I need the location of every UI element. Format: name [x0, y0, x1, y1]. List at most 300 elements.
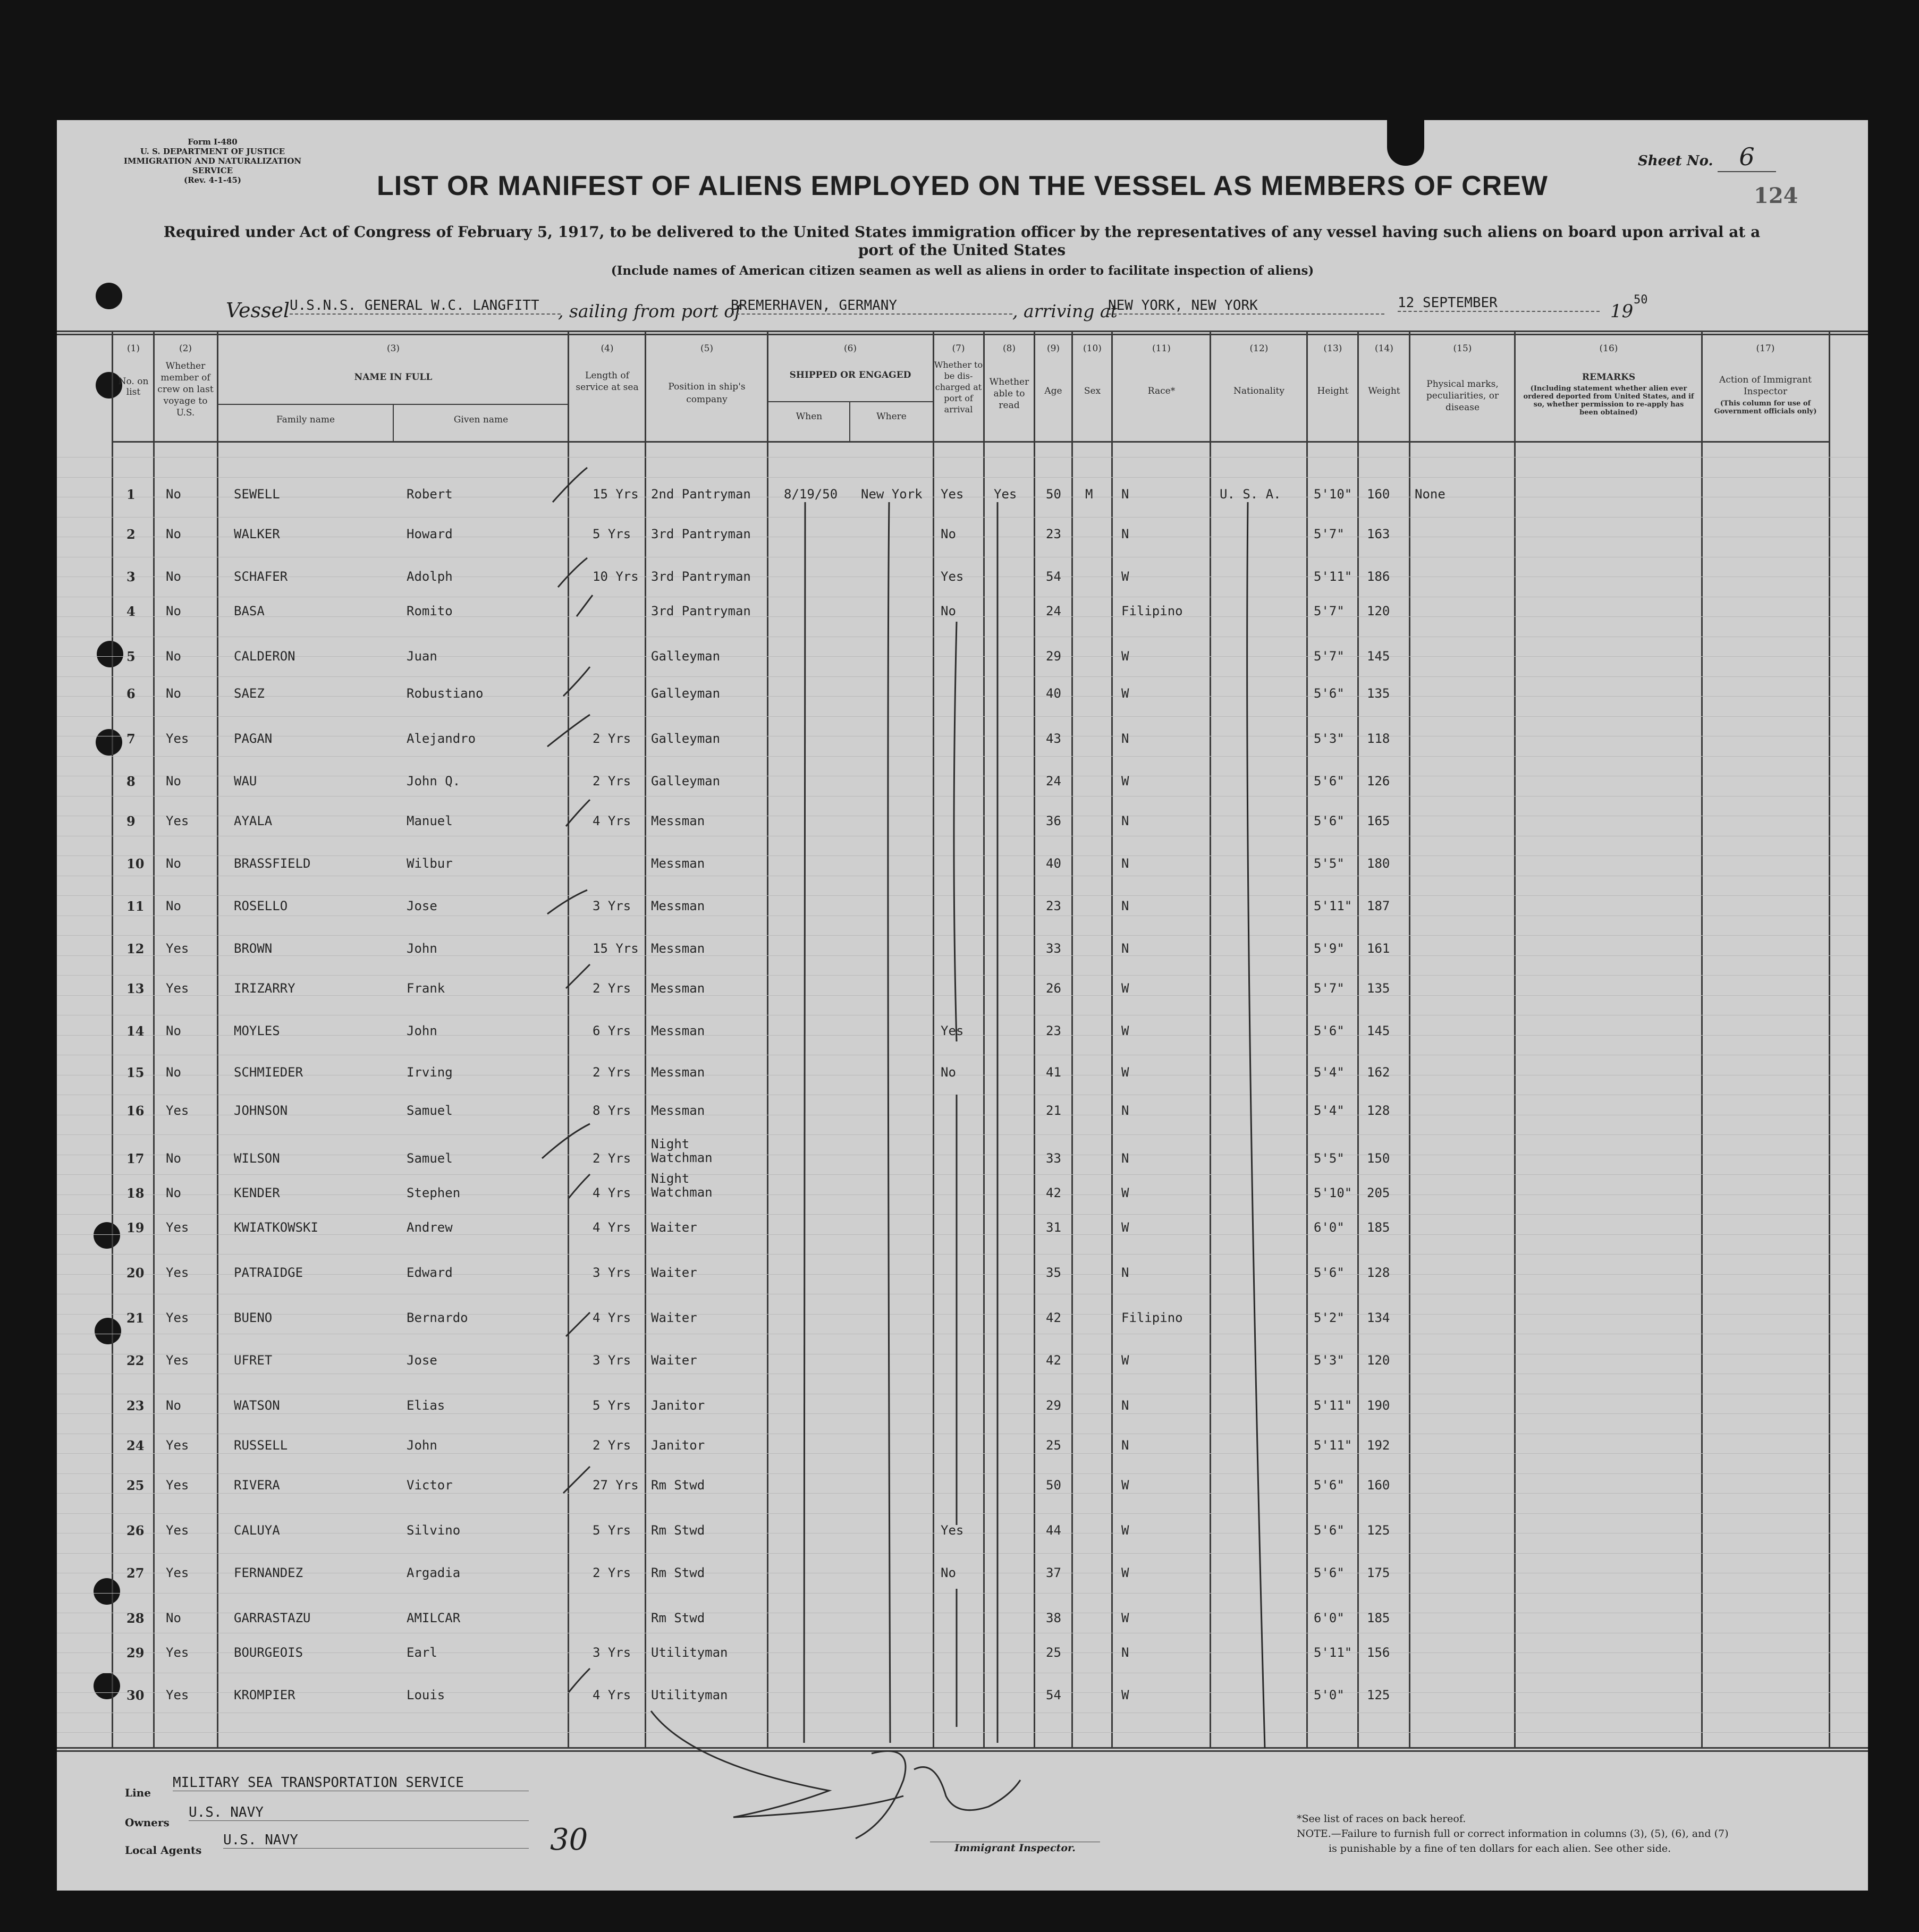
race: N: [1121, 1151, 1129, 1166]
given-name: Howard: [407, 527, 453, 541]
height: 5'3": [1314, 1353, 1345, 1368]
discharged: No: [941, 604, 956, 618]
family-name: SAEZ: [234, 686, 265, 701]
height: 5'11": [1314, 1438, 1352, 1453]
crew-status: No: [166, 487, 181, 502]
age: 36: [1046, 814, 1061, 828]
header-list-number: No. on list: [118, 376, 149, 397]
column-number: (8): [1002, 343, 1016, 354]
age: 44: [1046, 1523, 1061, 1538]
position: Messman: [651, 899, 705, 913]
column-number: (7): [952, 343, 965, 354]
age: 24: [1046, 774, 1061, 789]
race: N: [1121, 1265, 1129, 1280]
header-weight: Weight: [1368, 386, 1400, 396]
race: W: [1121, 649, 1129, 664]
weight: 120: [1367, 1353, 1390, 1368]
height: 5'6": [1314, 1023, 1345, 1038]
age: 54: [1046, 569, 1061, 584]
family-name: IRIZARRY: [234, 981, 295, 996]
race: N: [1121, 814, 1129, 828]
age: 26: [1046, 981, 1061, 996]
age: 25: [1046, 1645, 1061, 1660]
age: 24: [1046, 604, 1061, 618]
header-given-name: Given name: [453, 414, 509, 425]
height: 6'0": [1314, 1220, 1345, 1235]
crew-status: No: [166, 899, 181, 913]
row-number: 5: [126, 649, 136, 664]
race: N: [1121, 899, 1129, 913]
crew-status: No: [166, 686, 181, 701]
ditto-line: [954, 622, 957, 1041]
weight: 160: [1367, 487, 1390, 502]
given-name: Andrew: [407, 1220, 453, 1235]
service-length: 2 Yrs: [593, 981, 631, 996]
given-name: Victor: [407, 1478, 453, 1493]
service-length: 8 Yrs: [593, 1103, 631, 1118]
age: 50: [1046, 1478, 1061, 1493]
family-name: RIVERA: [234, 1478, 280, 1493]
height: 5'7": [1314, 981, 1345, 996]
family-name: WILSON: [234, 1151, 280, 1166]
crew-status: No: [166, 569, 181, 584]
service-length: 15 Yrs: [593, 487, 639, 502]
vessel-label: Vessel: [226, 299, 290, 322]
check-mark: [563, 1467, 590, 1493]
weight: 190: [1367, 1398, 1390, 1413]
race: W: [1121, 1185, 1129, 1200]
age: 42: [1046, 1310, 1061, 1325]
age: 38: [1046, 1611, 1061, 1625]
family-name: BROWN: [234, 941, 273, 956]
age: 29: [1046, 1398, 1061, 1413]
weight: 145: [1367, 649, 1390, 664]
header-inspector-action: Action of Immigrant Inspector: [1719, 375, 1812, 397]
service-length: 4 Yrs: [593, 814, 631, 828]
position: Messman: [651, 981, 705, 996]
family-name: BRASSFIELD: [234, 856, 311, 871]
row-number: 16: [126, 1103, 145, 1118]
given-name: Elias: [407, 1398, 445, 1413]
height: 5'6": [1314, 1478, 1345, 1493]
row-number: 26: [126, 1523, 145, 1538]
shipped-place: New York: [861, 487, 923, 502]
check-mark: [553, 468, 587, 502]
weight: 120: [1367, 604, 1390, 618]
column-number: (6): [843, 343, 857, 354]
inspector-label: Immigrant Inspector.: [930, 1842, 1100, 1854]
revision-date: (Rev. 4-1-45): [183, 175, 242, 185]
subtitle-line: port of the United States: [858, 241, 1066, 259]
height: 5'9": [1314, 941, 1345, 956]
row-number: 2: [126, 527, 136, 542]
height: 5'6": [1314, 774, 1345, 789]
crew-status: No: [166, 1611, 181, 1625]
position: Waiter: [651, 1310, 697, 1325]
weight: 128: [1367, 1265, 1390, 1280]
row-number: 24: [126, 1438, 145, 1453]
subtitle-line: Required under Act of Congress of February 5, 1917, to be delivered to the United States immigration officer by the representatives of any vessel having such aliens on board upon arrival at a: [163, 223, 1761, 241]
given-name: Robert: [407, 487, 453, 502]
crew-status: Yes: [166, 941, 189, 956]
family-name: CALDERON: [234, 649, 295, 664]
crew-status: No: [166, 649, 181, 664]
age: 41: [1046, 1065, 1061, 1080]
height: 5'5": [1314, 1151, 1345, 1166]
column-number: (3): [386, 343, 400, 354]
family-name: KROMPIER: [234, 1688, 295, 1702]
given-name: Jose: [407, 1353, 437, 1368]
shipped-date: 8/19/50: [784, 487, 838, 502]
position: Messman: [651, 1065, 705, 1080]
service-length: 3 Yrs: [593, 899, 631, 913]
age: 42: [1046, 1353, 1061, 1368]
given-name: Romito: [407, 604, 453, 618]
crew-status: Yes: [166, 814, 189, 828]
position: Waiter: [651, 1220, 697, 1235]
race: W: [1121, 569, 1129, 584]
weight: 180: [1367, 856, 1390, 871]
weight: 165: [1367, 814, 1390, 828]
column-number: (2): [179, 343, 192, 354]
agents-label: Local Agents: [125, 1844, 202, 1857]
height: 5'6": [1314, 1523, 1345, 1538]
header-crew-last-voyage: Whether member of crew on last voyage to U.S.: [157, 361, 214, 418]
sex: M: [1085, 487, 1093, 502]
race: W: [1121, 1023, 1129, 1038]
height: 5'0": [1314, 1688, 1345, 1702]
given-name: John: [407, 1438, 437, 1453]
crew-status: Yes: [166, 1688, 189, 1702]
given-name: Samuel: [407, 1151, 453, 1166]
race: N: [1121, 731, 1129, 746]
service-length: 3 Yrs: [593, 1265, 631, 1280]
weight: 150: [1367, 1151, 1390, 1166]
weight: 175: [1367, 1565, 1390, 1580]
row-number: 10: [126, 856, 145, 871]
position: 3rd Pantryman: [651, 527, 751, 541]
year-suffix: 50: [1634, 293, 1648, 307]
position: Galleyman: [651, 774, 721, 789]
family-name: ROSELLO: [234, 899, 288, 913]
service-length: 5 Yrs: [593, 527, 631, 541]
position: Utilityman: [651, 1645, 728, 1660]
height: 5'6": [1314, 1265, 1345, 1280]
weight: 134: [1367, 1310, 1390, 1325]
given-name: Irving: [407, 1065, 453, 1080]
service-length: 5 Yrs: [593, 1523, 631, 1538]
discharged: Yes: [941, 487, 964, 502]
race: W: [1121, 1565, 1129, 1580]
crew-status: Yes: [166, 1565, 189, 1580]
family-name: BASA: [234, 604, 265, 618]
sailing-label: , sailing from port of: [558, 301, 741, 321]
check-mark: [569, 1174, 590, 1198]
crew-status: Yes: [166, 1310, 189, 1325]
position: Messman: [651, 856, 705, 871]
race: N: [1121, 941, 1129, 956]
service-length: 3 Yrs: [593, 1353, 631, 1368]
header-position: Position in ship's company: [668, 382, 746, 405]
given-name: Argadia: [407, 1565, 461, 1580]
height: 5'3": [1314, 731, 1345, 746]
weight: 125: [1367, 1523, 1390, 1538]
check-mark: [558, 558, 587, 587]
row-number: 23: [126, 1398, 145, 1413]
position: Night Watchman: [651, 1137, 713, 1165]
crew-status: Yes: [166, 1438, 189, 1453]
row-number: 11: [126, 899, 145, 914]
sheet-label: Sheet No.: [1638, 153, 1713, 169]
service-length: 2 Yrs: [593, 774, 631, 789]
header-race: Race*: [1147, 386, 1176, 396]
race: Filipino: [1121, 604, 1183, 618]
owners-value: U.S. NAVY: [189, 1804, 529, 1821]
family-name: CALUYA: [234, 1523, 280, 1538]
weight: 135: [1367, 686, 1390, 701]
height: 5'5": [1314, 856, 1345, 871]
age: 42: [1046, 1185, 1061, 1200]
given-name: Earl: [407, 1645, 437, 1660]
row-number: 1: [126, 487, 136, 502]
row-number: 4: [126, 604, 136, 619]
family-name: GARRASTAZU: [234, 1611, 311, 1625]
given-name: John: [407, 1023, 437, 1038]
position: Messman: [651, 1023, 705, 1038]
given-name: Stephen: [407, 1185, 461, 1200]
row-number: 19: [126, 1220, 145, 1235]
column-number: (9): [1046, 343, 1060, 354]
row-number: 30: [126, 1688, 145, 1703]
age: 29: [1046, 649, 1061, 664]
position: Galleyman: [651, 686, 721, 701]
row-number: 17: [126, 1151, 145, 1166]
race: N: [1121, 487, 1129, 502]
header-length-of-service: Length of service at sea: [576, 370, 639, 393]
column-number: (10): [1083, 343, 1102, 354]
race: W: [1121, 1688, 1129, 1702]
given-name: Silvino: [407, 1523, 461, 1538]
arriving-label: , arriving at: [1012, 301, 1118, 321]
weight: 125: [1367, 1688, 1390, 1702]
given-name: Frank: [407, 981, 445, 996]
position: Utilityman: [651, 1688, 728, 1702]
age: 23: [1046, 1023, 1061, 1038]
position: Messman: [651, 1103, 705, 1118]
header-discharged: Whether to be dis-charged at port of arrival: [934, 360, 983, 414]
height: 5'7": [1314, 649, 1345, 664]
check-mark: [577, 595, 593, 616]
position: Janitor: [651, 1438, 705, 1453]
height: 5'11": [1314, 899, 1352, 913]
crew-status: Yes: [166, 1103, 189, 1118]
service-length: 15 Yrs: [593, 941, 639, 956]
family-name: JOHNSON: [234, 1103, 288, 1118]
service-length: 6 Yrs: [593, 1023, 631, 1038]
family-name: WALKER: [234, 527, 280, 541]
row-number: 22: [126, 1353, 145, 1368]
row-number: 20: [126, 1265, 145, 1281]
crew-status: No: [166, 1065, 181, 1080]
physical-marks: None: [1415, 487, 1445, 502]
row-number: 21: [126, 1310, 145, 1326]
service-name: IMMIGRATION AND NATURALIZATION SERVICE: [123, 156, 302, 175]
service-length: 4 Yrs: [593, 1185, 631, 1200]
given-name: John: [407, 941, 437, 956]
given-name: AMILCAR: [407, 1611, 461, 1625]
position: Galleyman: [651, 731, 721, 746]
column-number: (17): [1756, 343, 1775, 354]
race: N: [1121, 1398, 1129, 1413]
family-name: SCHMIEDER: [234, 1065, 303, 1080]
given-name: Juan: [407, 649, 437, 664]
discharged: No: [941, 527, 956, 541]
crew-status: Yes: [166, 1523, 189, 1538]
crew-status: No: [166, 1185, 181, 1200]
age: 23: [1046, 527, 1061, 541]
family-name: SEWELL: [234, 487, 280, 502]
row-number: 6: [126, 686, 136, 701]
age: 21: [1046, 1103, 1061, 1118]
column-number: (11): [1152, 343, 1171, 354]
given-name: John Q.: [407, 774, 461, 789]
position: Galleyman: [651, 649, 721, 664]
family-name: FERNANDEZ: [234, 1565, 303, 1580]
row-number: 12: [126, 941, 145, 956]
crew-status: No: [166, 1398, 181, 1413]
penalty-note: NOTE.—Failure to furnish full or correct information in columns (3), (5), (6), and (7): [1297, 1828, 1729, 1840]
header-sex: Sex: [1084, 386, 1101, 396]
crew-status: No: [166, 1151, 181, 1166]
given-name: Bernardo: [407, 1310, 468, 1325]
weight: 161: [1367, 941, 1390, 956]
check-mark: [566, 964, 590, 988]
position: 3rd Pantryman: [651, 604, 751, 618]
column-number: (13): [1323, 343, 1342, 354]
row-number: 15: [126, 1065, 145, 1080]
column-number: (14): [1375, 343, 1393, 354]
shipping-line: MILITARY SEA TRANSPORTATION SERVICE: [173, 1775, 529, 1791]
service-length: 2 Yrs: [593, 1151, 631, 1166]
penalty-note-cont: is punishable by a fine of ten dollars for each alien. See other side.: [1329, 1843, 1671, 1854]
crew-status: No: [166, 1023, 181, 1038]
race: W: [1121, 1353, 1129, 1368]
column-number: (1): [126, 343, 140, 354]
height: 5'7": [1314, 604, 1345, 618]
page-title: LIST OR MANIFEST OF ALIENS EMPLOYED ON THE VESSEL AS MEMBERS OF CREW: [377, 171, 1548, 201]
discharged: No: [941, 1565, 956, 1580]
age: 50: [1046, 487, 1061, 502]
age: 23: [1046, 899, 1061, 913]
height: 5'10": [1314, 1185, 1352, 1200]
race: Filipino: [1121, 1310, 1183, 1325]
header-physical-marks: Physical marks, peculiarities, or disease: [1426, 379, 1499, 413]
arrival-port: NEW YORK, NEW YORK: [1108, 298, 1384, 315]
header-when: When: [796, 411, 823, 422]
race: N: [1121, 856, 1129, 871]
race: N: [1121, 1438, 1129, 1453]
height: 5'6": [1314, 814, 1345, 828]
check-mark: [547, 890, 587, 914]
owners-label: Owners: [125, 1816, 170, 1829]
weight: 128: [1367, 1103, 1390, 1118]
department-name: U. S. DEPARTMENT OF JUSTICE: [140, 147, 285, 156]
family-name: WAU: [234, 774, 257, 789]
row-number: 28: [126, 1611, 145, 1626]
column-number: (5): [700, 343, 714, 354]
given-name: Alejandro: [407, 731, 476, 746]
race: W: [1121, 1220, 1129, 1235]
check-mark: [569, 1668, 590, 1692]
height: 5'7": [1314, 527, 1345, 541]
family-name: AYALA: [234, 814, 273, 828]
race: W: [1121, 1523, 1129, 1538]
discharged: No: [941, 1065, 956, 1080]
check-mark: [547, 715, 590, 747]
ditto-line: [1247, 502, 1265, 1748]
age: 25: [1046, 1438, 1061, 1453]
column-number: (12): [1249, 343, 1269, 354]
race: W: [1121, 1611, 1129, 1625]
row-number: 7: [126, 731, 136, 747]
row-number: 27: [126, 1565, 145, 1581]
service-length: 2 Yrs: [593, 1438, 631, 1453]
family-name: KENDER: [234, 1185, 280, 1200]
given-name: Adolph: [407, 569, 453, 584]
height: 5'6": [1314, 1565, 1345, 1580]
race: N: [1121, 527, 1129, 541]
service-length: 2 Yrs: [593, 1065, 631, 1080]
service-length: 4 Yrs: [593, 1220, 631, 1235]
given-name: Manuel: [407, 814, 453, 828]
age: 37: [1046, 1565, 1061, 1580]
height: 5'11": [1314, 569, 1352, 584]
vessel-name: U.S.N.S. GENERAL W.C. LANGFITT: [290, 298, 561, 315]
family-name: BUENO: [234, 1310, 273, 1325]
position: Waiter: [651, 1353, 697, 1368]
row-number: 13: [126, 981, 145, 996]
page-number: 124: [1754, 183, 1798, 208]
service-length: 4 Yrs: [593, 1310, 631, 1325]
inspector-signature: [651, 1711, 1020, 1838]
height: 6'0": [1314, 1611, 1345, 1625]
crew-status: No: [166, 774, 181, 789]
row-number: 29: [126, 1645, 145, 1660]
race: N: [1121, 1645, 1129, 1660]
header-height: Height: [1317, 386, 1349, 396]
crew-status: No: [166, 604, 181, 618]
crew-status: Yes: [166, 1478, 189, 1493]
position: 3rd Pantryman: [651, 569, 751, 584]
header-able-to-read: Whether able to read: [989, 377, 1029, 411]
crew-status: Yes: [166, 981, 189, 996]
weight: 162: [1367, 1065, 1390, 1080]
weight: 187: [1367, 899, 1390, 913]
weight: 156: [1367, 1645, 1390, 1660]
age: 54: [1046, 1688, 1061, 1702]
crew-status: Yes: [166, 1265, 189, 1280]
header-remarks-note: (Including statement whether alien ever ordered deported from United States, and if so, whether permission to re-apply has been obtained): [1523, 385, 1694, 417]
position: Rm Stwd: [651, 1478, 705, 1493]
age: 40: [1046, 686, 1061, 701]
row-number: 8: [126, 774, 136, 789]
subtitle-note: (Include names of American citizen seamen as well as aliens in order to facilitate inspection of aliens): [611, 264, 1314, 278]
check-marks: [542, 468, 1265, 1748]
position: Rm Stwd: [651, 1523, 705, 1538]
height: 5'11": [1314, 1398, 1352, 1413]
nationality: U. S. A.: [1220, 487, 1281, 502]
height: 5'4": [1314, 1103, 1345, 1118]
